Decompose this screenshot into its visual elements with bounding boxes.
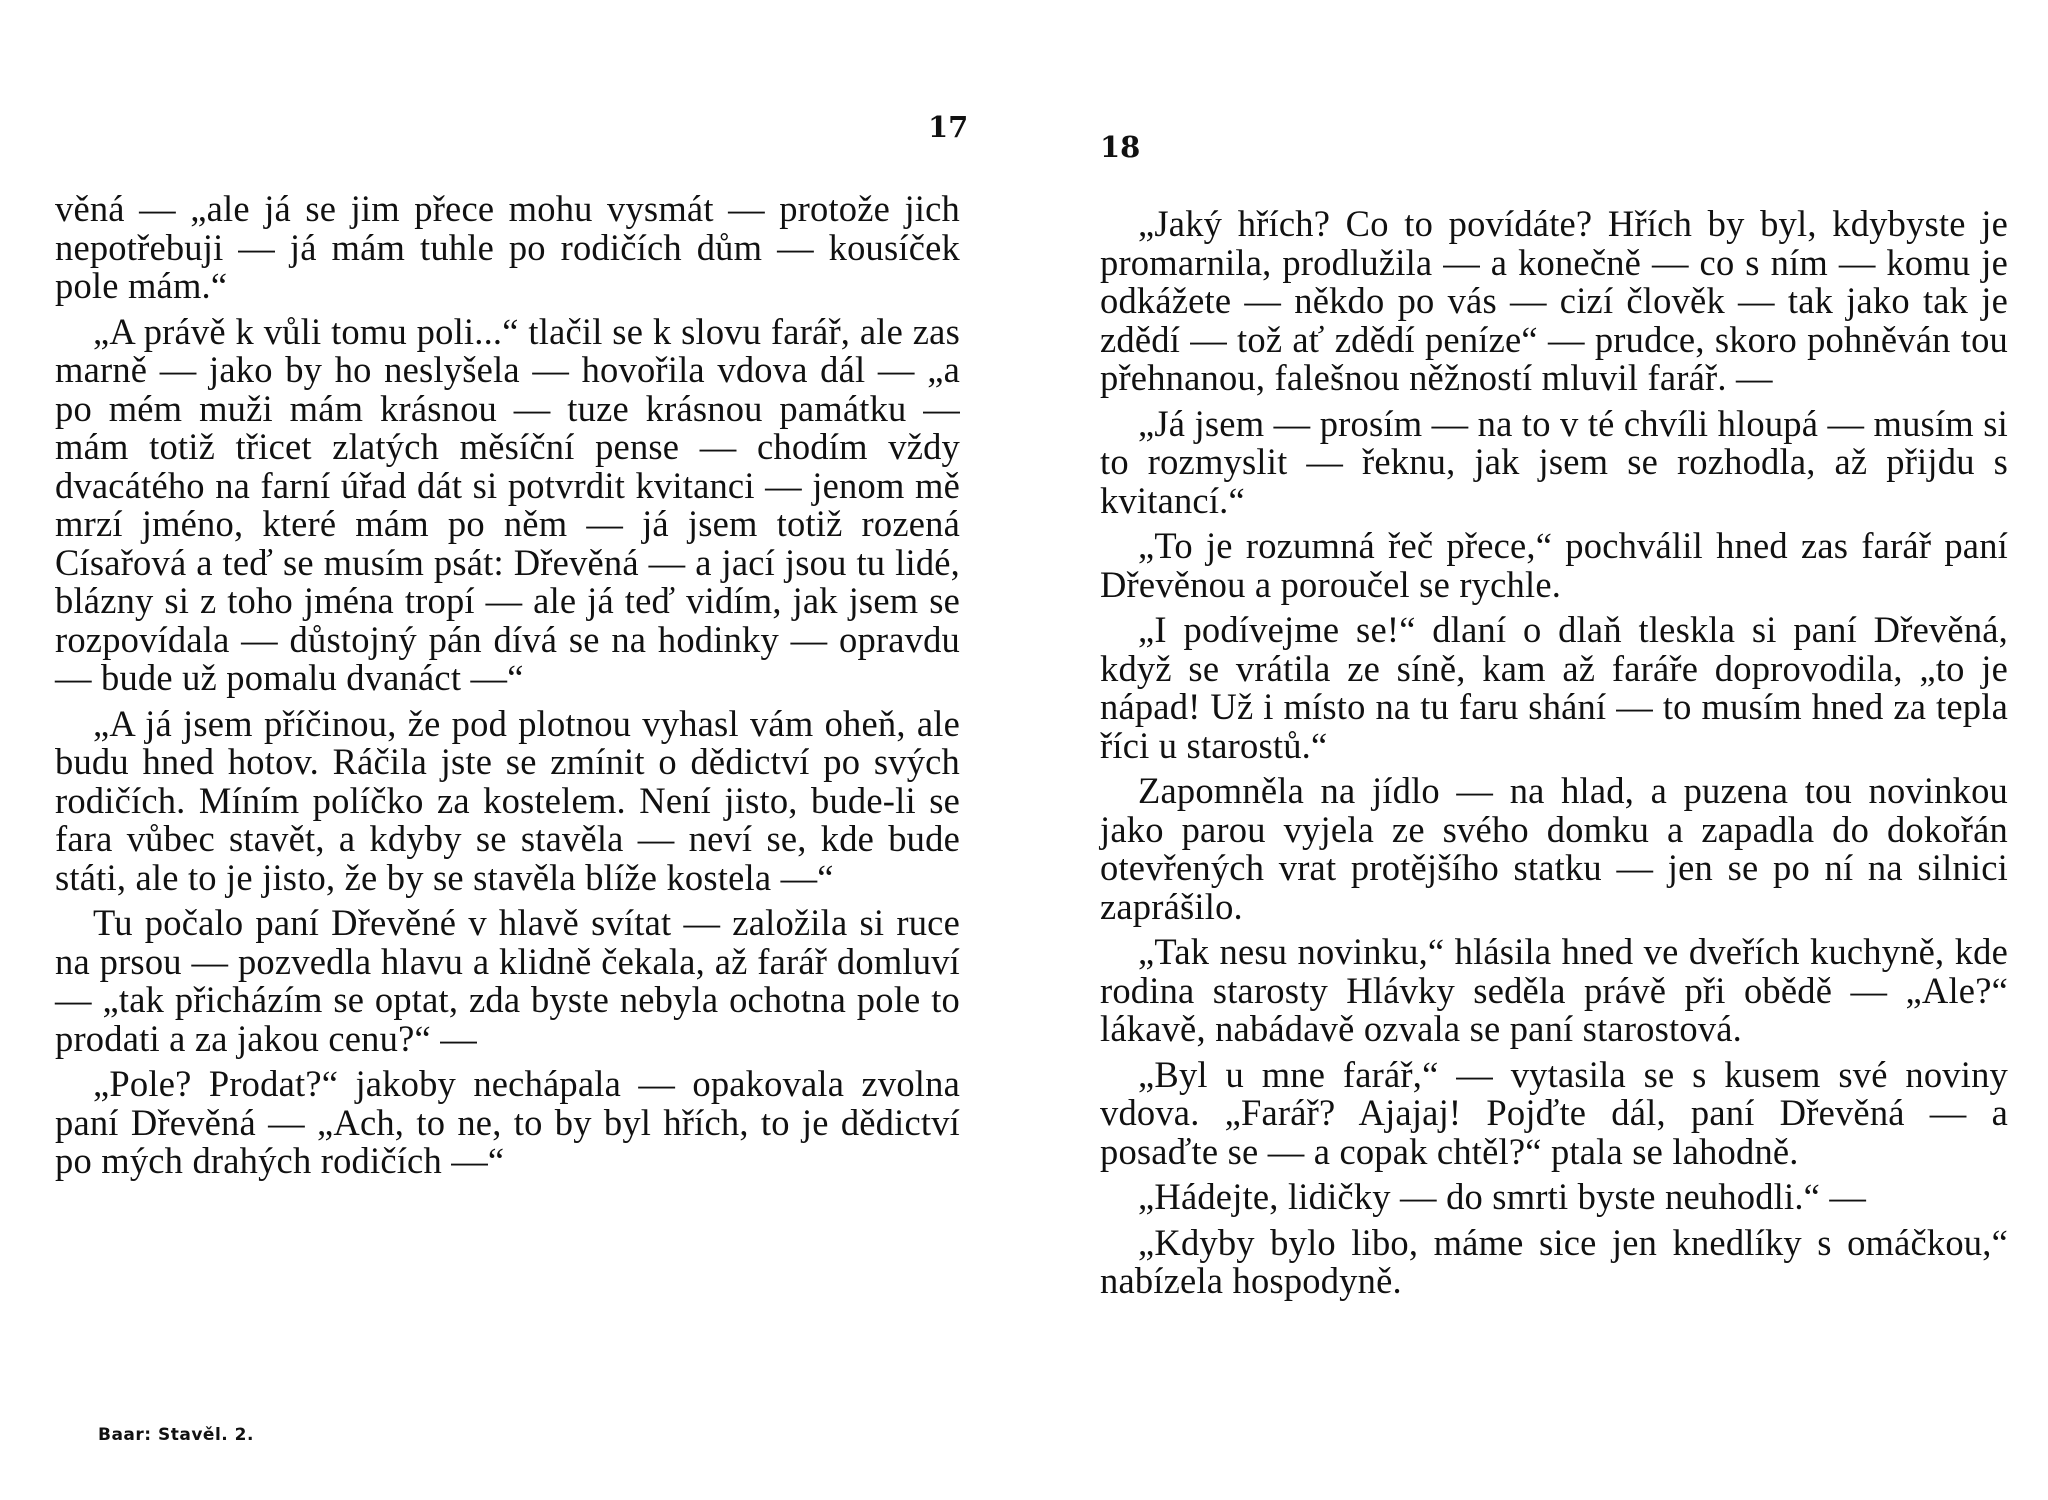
left-page bbox=[0, 0, 1010, 1500]
paragraph: „I podívejme se!“ dlaní o dlaň tleskla si paní Dřevěná, když se vrátila ze síně, kam až faráře doprovodila, „to je nápad! Už i místo na tu faru shání — to musím hned za tepla říci u starostů.“ bbox=[1100, 609, 2008, 766]
paragraph: „A právě k vůli tomu poli...“ tlačil se k slovu farář, ale zas marně — jako by ho neslyšela — hovořila vdova dál — „a po mém muži mám krásnou — tuze krásnou památku — mám totiž třicet zlatých měsíční pense — chodím vždy dvacátého na farní úřad dát si potvrdit kvitanci — jenom mě mrzí jméno, které mám po něm — já jsem totiž rozená Císařová a teď se musím psát: Dřevěná — a jací jsou tu lidé, blázny si z toho jména tropí — ale já teď vidím, jak jsem se rozpovídala — důstojný pán dívá se na hodinky — opravdu — bude už pomalu dvanáct —“ bbox=[55, 310, 960, 698]
paragraph: „Hádejte, lidičky — do smrti byste neuhodli.“ — bbox=[1138, 1176, 1867, 1217]
paragraph: věná — „ale já se jim přece mohu vysmát — protože jich nepotřebuji — já mám tuhle po rodičích dům — kousíček pole mám.“ bbox=[55, 188, 960, 306]
paragraph: Zapomněla na jídlo — na hlad, a puzena tou novinkou jako parou vyjela ze svého domku a zapadla do dokořán otevřených vrat protějšího statku — jen se po ní na silnici zaprášilo. bbox=[1100, 770, 2008, 927]
page-number: 18 bbox=[1100, 130, 1141, 164]
paragraph: „Pole? Prodat?“ jakoby nechápala — opakovala zvolna paní Dřevěná — „Ach, to ne, to by byl hřích, to je dědictví po mých drahých rodičích —“ bbox=[55, 1063, 960, 1181]
paragraph: Tu počalo paní Dřevěné v hlavě svítat — založila si ruce na prsou — pozvedla hlavu a klidně čekala, až farář domluví — „tak přicházím se optat, zda byste nebyla ochotna pole to prodati a za jakou cenu?“ — bbox=[55, 902, 960, 1059]
paragraph: „Já jsem — prosím — na to v té chvíli hloupá — musím si to rozmyslit — řeknu, jak jsem se rozhodla, až přijdu s kvitancí.“ bbox=[1100, 402, 2008, 521]
page-text bbox=[55, 190, 960, 1188]
right-page bbox=[1038, 0, 2048, 1500]
paragraph: „Tak nesu novinku,“ hlásila hned ve dveřích kuchyně, kde rodina starosty Hlávky seděla právě při obědě — „Ale?“ lákavě, nabádavě ozvala se paní starostová. bbox=[1100, 931, 2008, 1049]
paragraph: „Jaký hřích? Co to povídáte? Hřích by byl, kdybyste je promarnila, prodlužila — a konečně — co s ním — komu je odkážete — někdo po vás — cizí člověk — tak jako tak je zdědí — tož ať zdědí peníze“ — prudce, skoro pohněván tou přehnanou, falešnou něžností mluvil farář. — bbox=[1100, 203, 2008, 398]
paragraph: „Byl u mne farář,“ — vytasila se s kusem své noviny vdova. „Farář? Ajajaj! Pojďte dál, paní Dřevěná — a posaďte se — a copak chtěl?“ ptala se lahodně. bbox=[1100, 1053, 2008, 1172]
page-text bbox=[1100, 205, 2008, 1308]
paragraph: „A já jsem příčinou, že pod plotnou vyhasl vám oheň, ale budu hned hotov. Ráčila jste se zmínit o dědictví po svých rodičích. Míním políčko za kostelem. Není jisto, bude-li se fara vůbec stavět, a kdyby se stavěla — neví se, kde bude státi, ale to je jisto, že by se stavěla blíže kostela —“ bbox=[55, 702, 960, 898]
page-number: 17 bbox=[928, 110, 969, 144]
paragraph: „To je rozumná řeč přece,“ pochválil hned zas farář paní Dřevěnou a poroučel se rychle. bbox=[1100, 525, 2008, 605]
paragraph: „Kdyby bylo libo, máme sice jen knedlíky s omáčkou,“ nabízela hospodyně. bbox=[1100, 1221, 2008, 1301]
signature-mark: Baar: Stavěl. 2. bbox=[98, 1425, 254, 1445]
